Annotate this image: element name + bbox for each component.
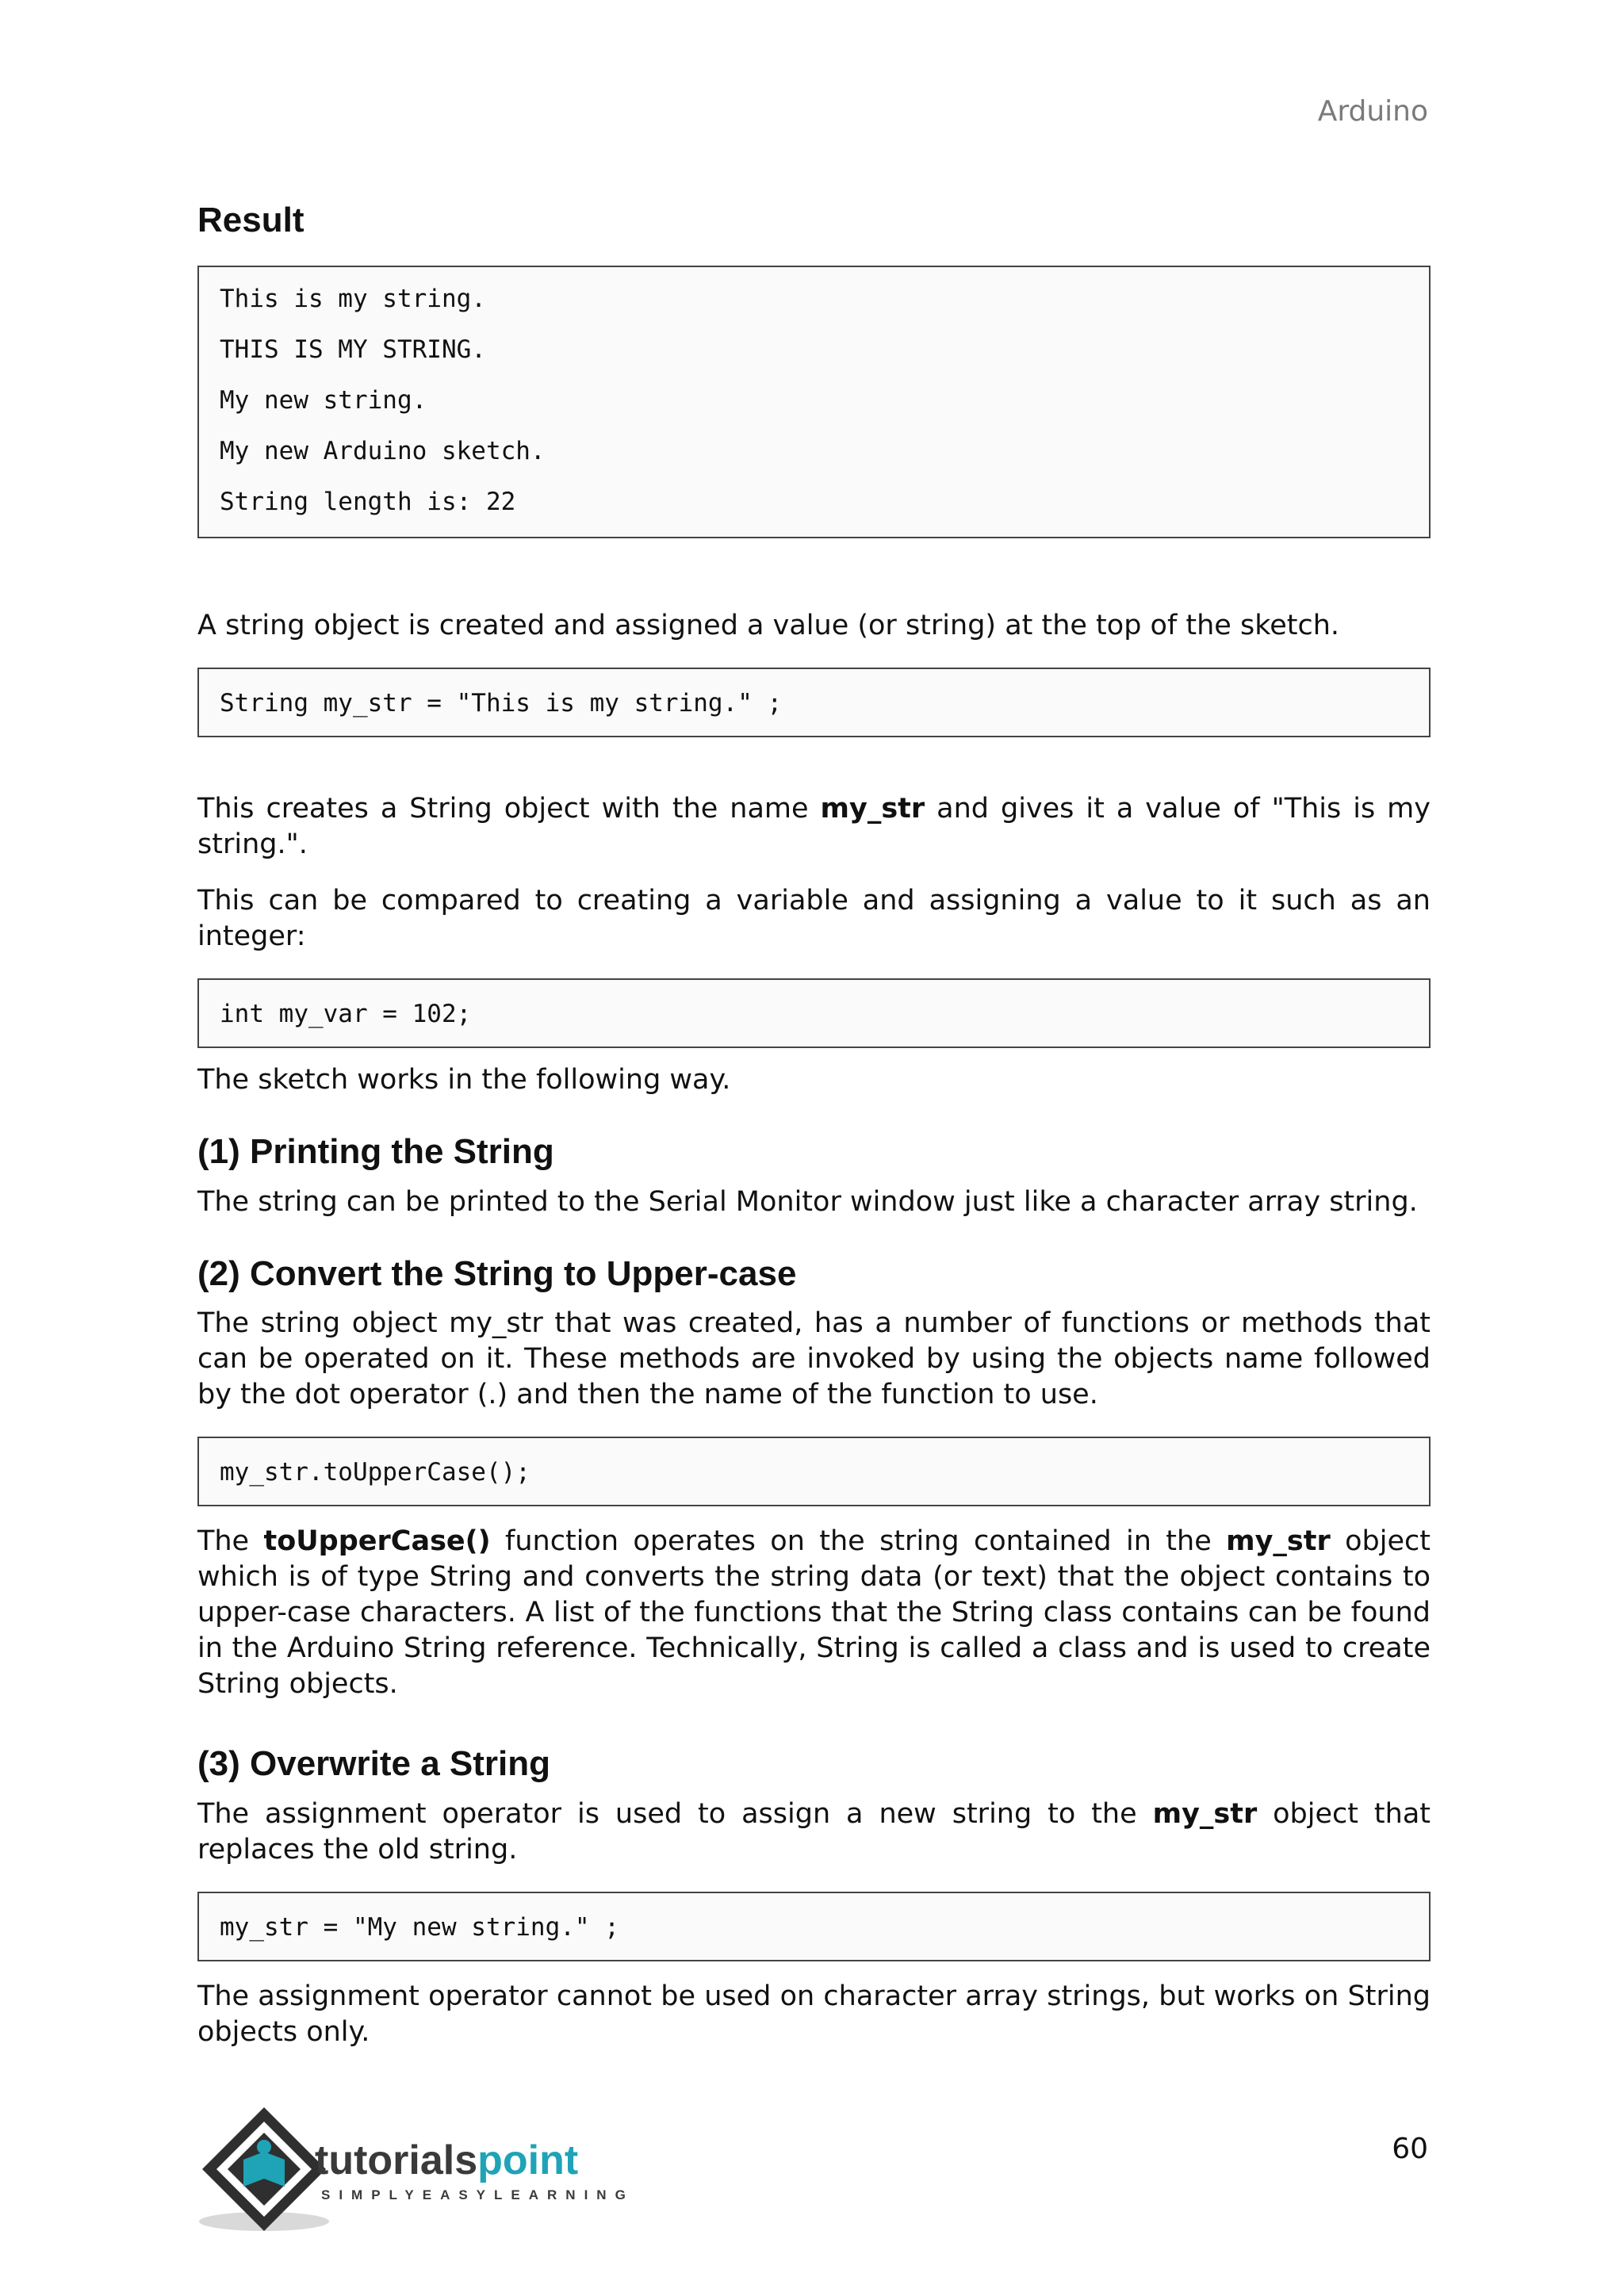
text-run: function operates on the string contained in the [490,1525,1227,1558]
text-run: and gives it a value of "This is my string.". [197,792,1431,860]
paragraph-touppercase-explained [197,1524,1431,1702]
code-line: String my_str = "This is my string." ; [220,688,783,718]
code-line: int my_var = 102; [220,999,472,1028]
text-run: This creates a String object with the name [197,792,821,825]
bold-identifier: toUpperCase() [263,1525,491,1558]
running-header: Arduino [1317,95,1428,128]
heading-convert-uppercase: (2) Convert the String to Upper-case [197,1253,797,1293]
text-run: The [197,1525,264,1558]
heading-result: Result [197,201,304,239]
output-line: This is my string. [220,284,486,313]
heading-overwrite-string: (3) Overwrite a String [197,1744,551,1784]
text-run: object that replaces the old string. [197,1798,1431,1866]
output-line: My new string. [220,385,427,415]
paragraph-assignment-limitation: The assignment operator cannot be used on character array strings, but works on String objects only. [197,1980,1431,2049]
paragraph-printing-string: The string can be printed to the Serial Monitor window just like a character array string. [197,1185,1418,1218]
paragraph-assignment-operator [197,1797,1431,1868]
bold-identifier: my_str [1226,1525,1331,1558]
code-block-int-variable [197,978,1431,1048]
page-number: 60 [1392,2133,1428,2165]
result-output-box [197,266,1431,538]
paragraph-sketch-works: The sketch works in the following way. [197,1063,731,1096]
code-block-declare-string [197,668,1431,737]
heading-printing-string: (1) Printing the String [197,1131,554,1171]
bold-identifier: my_str [820,792,925,825]
output-line: String length is: 22 [220,487,516,516]
paragraph-string-methods: The string object my_str that was created, has a number of functions or methods that can be operated on it. These methods are invoked by using the objects name followed by the dot operator (.) and then the name of the function to use. [197,1307,1431,1411]
output-line: THIS IS MY STRING. [220,335,486,364]
code-line: my_str.toUpperCase(); [220,1458,530,1487]
bold-identifier: my_str [1152,1798,1258,1831]
paragraph-compare-variable: This can be compared to creating a variable and assigning a value to it such as an integer: [197,884,1431,952]
logo-tagline: SIMPLYEASYLEARNING [321,2187,634,2202]
paragraph-string-object-created: A string object is created and assigned a value (or string) at the top of the sketch. [197,609,1340,641]
logo-wordmark: tutorialspoint [315,2137,579,2183]
code-block-touppercase [197,1437,1431,1506]
code-line: my_str = "My new string." ; [220,1913,619,1942]
code-block-assign-new-string [197,1892,1431,1961]
logo-reader-head-icon [257,2140,271,2154]
text-run: object which is of type String and converts the string data (or text) that the object contains to upper-case characters. A list of the functions that the String class contains can be found in the Arduino String reference. Technically, String is called a class and is used to create String objects. [197,1525,1431,1701]
tutorialspoint-logo [194,2101,638,2236]
page-content [197,200,1431,2050]
text-run: The assignment operator is used to assign a new string to the [197,1798,1153,1831]
output-line: My new Arduino sketch. [220,436,546,465]
paragraph-creates-string-object [197,791,1431,863]
